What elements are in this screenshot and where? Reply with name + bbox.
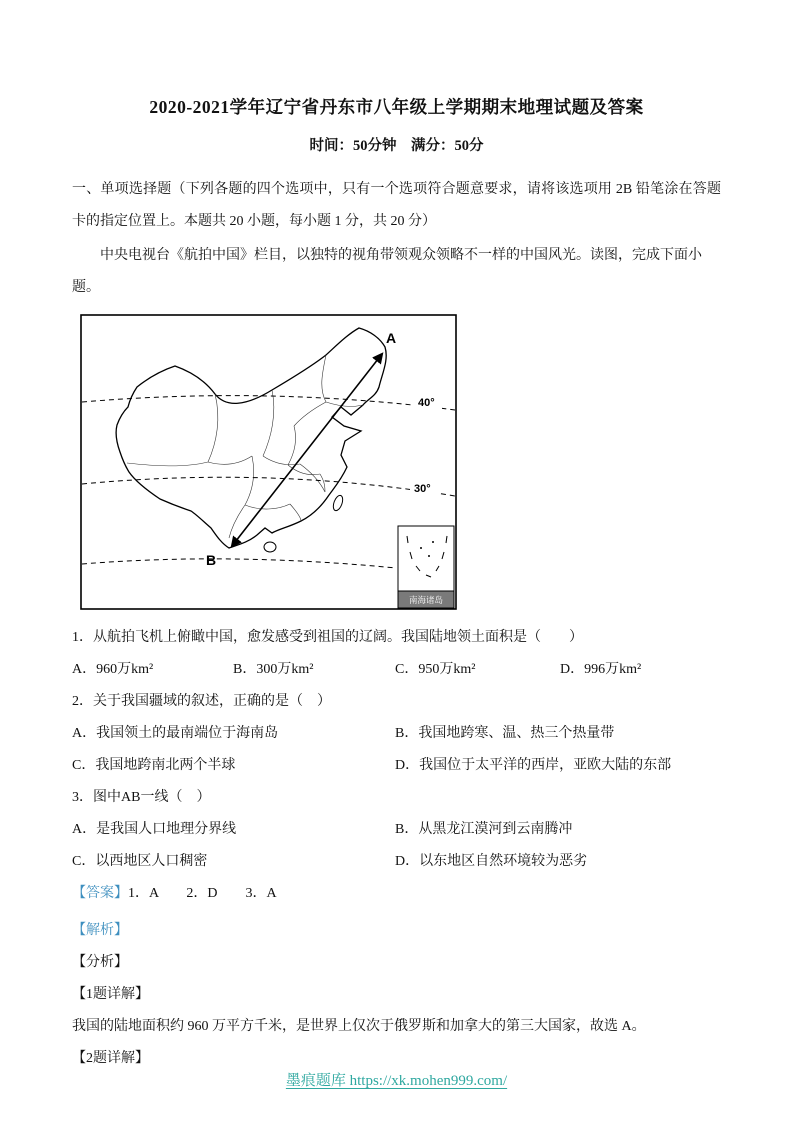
china-map: [80, 314, 457, 610]
question-2-options-ab: [72, 718, 721, 750]
south-china-sea-inset: [398, 526, 454, 608]
section-heading: 一、单项选择题（下列各题的四个选项中，只有一个选项符合题意要求，请将该选项用 2B 铅笔涂在答题卡的指定位置上。本题共 20 小题，每小题 1 分，共 20 分）: [72, 182, 721, 229]
question-2-stem: 2．关于我国疆域的叙述，正确的是（ ）: [72, 694, 331, 709]
footer-link[interactable]: 墨痕题库 https://xk.mohen999.com/: [285, 1073, 508, 1089]
detail2-tag-line: 【2题详解】: [72, 1051, 149, 1066]
option-1b: B．300万km²: [233, 662, 314, 677]
option-1c: C．950万km²: [395, 662, 476, 677]
answer-line: [72, 878, 721, 910]
china-map-figure: [80, 314, 457, 610]
option-3c: C．以西地区人口稠密: [72, 854, 208, 869]
question-1-stem: 1．从航拍飞机上俯瞰中国，愈发感受到祖国的辽阔。我国陆地领土面积是（ ）: [72, 630, 583, 645]
fenxi-tag-line: 【分析】: [72, 955, 128, 970]
question-3-options-cd: [72, 846, 721, 878]
time-score-subtitle: 时间：50分钟 满分：50分: [309, 138, 484, 154]
question-3-options-ab: [72, 814, 721, 846]
jiexi-tag: 【解析】: [72, 923, 128, 938]
option-2b: B．我国地跨寒、温、热三个热量带: [395, 726, 615, 741]
option-2a: A．我国领土的最南端位于海南岛: [72, 726, 279, 741]
intro-paragraph: 中央电视台《航拍中国》栏目，以独特的视角带领观众领略不一样的中国风光。读图，完成下面小题。: [72, 248, 702, 295]
detail1-text: 我国的陆地面积约 960 万平方千米，是世界上仅次于俄罗斯和加拿大的第三大国家，故选 A。: [72, 1019, 646, 1034]
question-2-options-cd: [72, 750, 721, 782]
option-1a: A．960万km²: [72, 662, 154, 677]
option-3b: B．从黑龙江漠河到云南腾冲: [395, 822, 573, 837]
page-title: 2020-2021学年辽宁省丹东市八年级上学期期末地理试题及答案: [149, 97, 644, 117]
option-3a: A．是我国人口地理分界线: [72, 822, 237, 837]
option-2d: D．我国位于太平洋的西岸，亚欧大陆的东部: [395, 758, 672, 773]
option-1d: D．996万km²: [560, 662, 642, 677]
site-footer: [0, 1070, 793, 1092]
point-b-label: B: [206, 552, 217, 568]
answer-values: 1．A 2．D 3．A: [128, 886, 277, 901]
inset-label: 南海诸岛: [408, 595, 444, 605]
lat40-label: 40°: [418, 397, 435, 409]
lat30-label: 30°: [414, 483, 431, 495]
question-3-stem: 3．图中AB一线（ ）: [72, 790, 211, 805]
answer-tag: 【答案】: [72, 886, 128, 901]
point-a-label: A: [386, 330, 397, 346]
option-2c: C．我国地跨南北两个半球: [72, 758, 236, 773]
question-1-options: [72, 654, 721, 686]
analysis-tag-line: [72, 915, 721, 947]
detail1-tag-line: 【1题详解】: [72, 987, 149, 1002]
option-3d: D．以东地区自然环境较为恶劣: [395, 854, 588, 869]
